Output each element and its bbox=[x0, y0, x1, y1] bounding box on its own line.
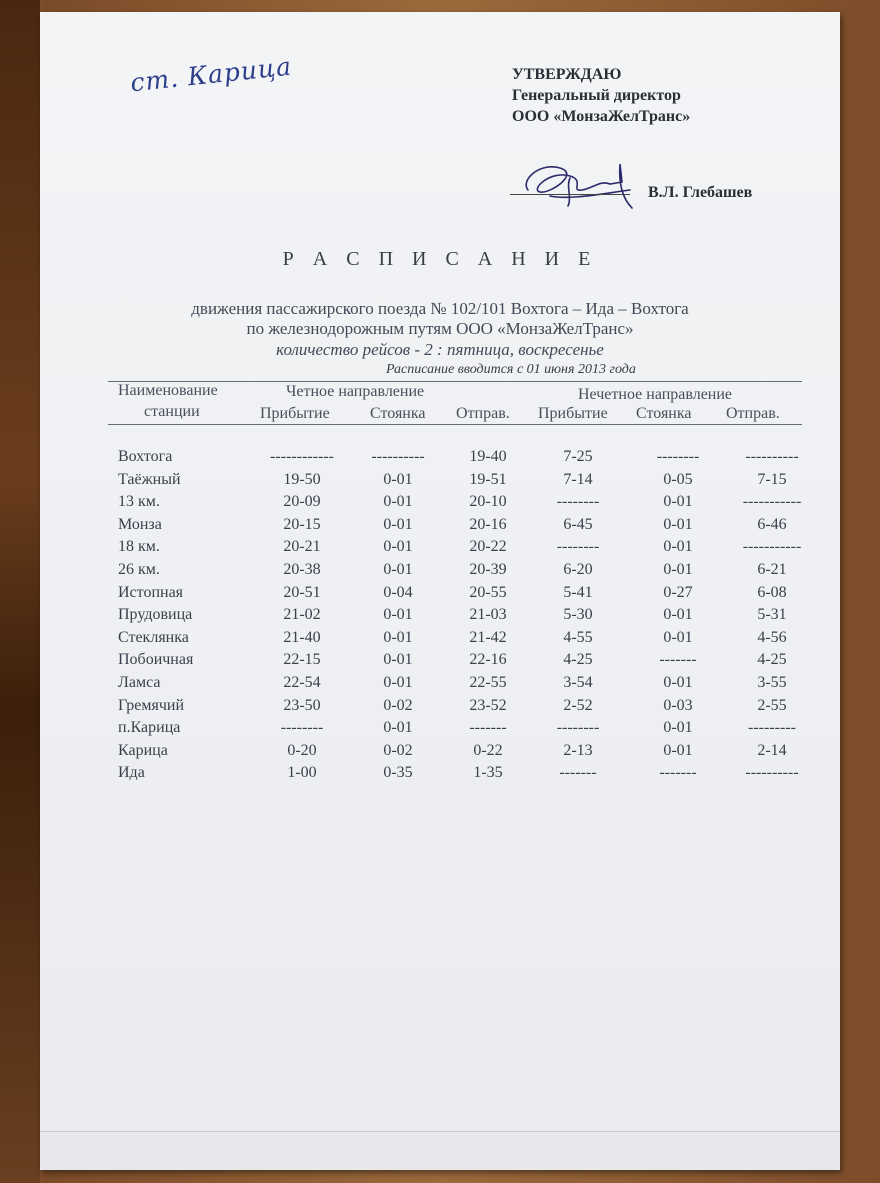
table-row bbox=[40, 471, 840, 493]
approval-company: ООО «МонзаЖелТранс» bbox=[512, 108, 691, 125]
cell-even-departure: 23-52 bbox=[469, 696, 507, 714]
cell-station-name: Карица bbox=[118, 741, 168, 759]
cell-odd-stop: 0-01 bbox=[663, 606, 693, 624]
cell-even-stop: 0-01 bbox=[383, 470, 413, 488]
cell-odd-departure: 3-55 bbox=[757, 674, 787, 691]
header-even-arrival: Прибытие bbox=[260, 405, 330, 422]
cell-even-arrival: 0-20 bbox=[287, 741, 317, 759]
table-row bbox=[40, 764, 840, 786]
cell-even-stop: 0-01 bbox=[383, 719, 413, 737]
cell-odd-arrival: 6-45 bbox=[563, 515, 593, 533]
signature-line bbox=[510, 194, 630, 195]
cell-odd-departure: 6-08 bbox=[757, 583, 787, 601]
cell-even-departure: 20-55 bbox=[469, 583, 507, 601]
cell-odd-departure: 6-46 bbox=[757, 515, 787, 533]
signature-icon bbox=[510, 150, 660, 220]
cell-odd-arrival: -------- bbox=[556, 538, 600, 556]
cell-station-name: Прудовица bbox=[118, 606, 193, 624]
cell-odd-arrival: ------- bbox=[559, 764, 597, 782]
cell-even-departure: 1-35 bbox=[473, 764, 503, 782]
cell-odd-departure: ----------- bbox=[742, 493, 802, 511]
cell-odd-stop: 0-01 bbox=[663, 628, 693, 646]
header-even-direction: Четное направление bbox=[286, 383, 425, 400]
cell-odd-stop: 0-03 bbox=[663, 696, 693, 714]
header-odd-arrival: Прибытие bbox=[538, 405, 608, 422]
cell-odd-stop: 0-27 bbox=[663, 583, 693, 601]
header-station-line2: станции bbox=[144, 403, 200, 420]
cell-even-departure: 20-22 bbox=[469, 538, 507, 556]
cell-even-stop: 0-01 bbox=[383, 561, 413, 578]
cell-even-stop: 0-01 bbox=[383, 628, 413, 646]
cell-even-arrival: 20-21 bbox=[283, 538, 321, 556]
subtitle-railway: по железнодорожным путям ООО «МонзаЖелТранс» bbox=[246, 319, 634, 338]
cell-even-arrival: -------- bbox=[280, 719, 324, 737]
cell-station-name: Гремячий bbox=[118, 696, 184, 714]
cell-odd-stop: 0-05 bbox=[663, 470, 693, 488]
cell-even-stop: 0-01 bbox=[383, 606, 413, 624]
cell-odd-arrival: 2-52 bbox=[563, 696, 593, 714]
cell-odd-departure: 7-15 bbox=[757, 470, 787, 488]
approval-title: УТВЕРЖДАЮ bbox=[512, 66, 622, 83]
table-row bbox=[40, 674, 840, 696]
cell-odd-stop: -------- bbox=[656, 448, 700, 465]
cell-odd-arrival: -------- bbox=[556, 719, 600, 737]
cell-even-stop: 0-02 bbox=[383, 696, 413, 714]
cell-odd-stop: 0-01 bbox=[663, 538, 693, 556]
cell-even-arrival: 1-00 bbox=[287, 764, 317, 782]
cell-even-stop: 0-01 bbox=[383, 651, 413, 669]
table-row bbox=[40, 516, 840, 538]
table-row bbox=[40, 651, 840, 673]
cell-station-name: 18 км. bbox=[118, 538, 160, 556]
cell-odd-arrival: 5-30 bbox=[563, 606, 593, 624]
cell-even-stop: 0-01 bbox=[383, 493, 413, 511]
handwritten-station-note: ст. Карица bbox=[128, 51, 294, 98]
cell-even-departure: 0-22 bbox=[473, 741, 503, 759]
cell-even-arrival: 21-02 bbox=[283, 606, 321, 624]
cell-station-name: Ида bbox=[118, 764, 145, 782]
cell-even-departure: 20-10 bbox=[469, 493, 507, 511]
cell-even-departure: 19-51 bbox=[469, 470, 507, 488]
cell-odd-stop: 0-01 bbox=[663, 493, 693, 511]
cell-even-departure: 20-16 bbox=[469, 515, 507, 533]
cell-odd-arrival: 7-14 bbox=[563, 470, 593, 488]
cell-odd-arrival: 7-25 bbox=[563, 448, 593, 465]
cell-even-departure: 21-03 bbox=[469, 606, 507, 624]
cell-even-stop: 0-01 bbox=[383, 515, 413, 533]
cell-even-arrival: 22-54 bbox=[283, 674, 321, 691]
cell-odd-arrival: 3-54 bbox=[563, 674, 593, 691]
cell-station-name: 26 км. bbox=[118, 561, 160, 578]
table-row bbox=[40, 584, 840, 606]
cell-even-arrival: ------------ bbox=[270, 448, 334, 465]
table-row bbox=[40, 742, 840, 764]
cell-odd-arrival: 5-41 bbox=[563, 583, 593, 601]
cell-odd-departure: 4-25 bbox=[757, 651, 787, 669]
cell-station-name: Побоичная bbox=[118, 651, 194, 669]
table-row bbox=[40, 538, 840, 560]
cell-even-arrival: 19-50 bbox=[283, 470, 321, 488]
cell-odd-stop: 0-01 bbox=[663, 741, 693, 759]
approval-block bbox=[512, 64, 690, 127]
cell-even-arrival: 20-38 bbox=[283, 561, 321, 578]
cell-odd-arrival: 6-20 bbox=[563, 561, 593, 578]
cell-even-arrival: 21-40 bbox=[283, 628, 321, 646]
cell-even-departure: 22-16 bbox=[469, 651, 507, 669]
approval-position: Генеральный директор bbox=[512, 87, 681, 104]
cell-odd-arrival: 4-25 bbox=[563, 651, 593, 669]
cell-even-stop: ---------- bbox=[371, 448, 425, 465]
cell-odd-arrival: 4-55 bbox=[563, 628, 593, 646]
cell-odd-departure: 4-56 bbox=[757, 628, 787, 646]
signer-name: В.Л. Глебашев bbox=[648, 184, 753, 201]
cell-odd-departure: 2-14 bbox=[757, 741, 787, 759]
cell-odd-arrival: -------- bbox=[556, 493, 600, 511]
table-row bbox=[40, 719, 840, 741]
cell-station-name: Ламса bbox=[118, 674, 161, 691]
cell-even-arrival: 20-09 bbox=[283, 493, 321, 511]
cell-odd-departure: 6-21 bbox=[757, 561, 787, 578]
header-odd-direction: Нечетное направление bbox=[578, 386, 733, 403]
cell-station-name: Стеклянка bbox=[118, 628, 189, 646]
header-even-departure: Отправ. bbox=[456, 405, 510, 422]
cell-station-name: 13 км. bbox=[118, 493, 160, 511]
cell-odd-departure: 2-55 bbox=[757, 696, 787, 714]
cell-even-departure: 22-55 bbox=[469, 674, 507, 691]
cell-even-departure: 21-42 bbox=[469, 628, 507, 646]
subtitle-trips: количество рейсов - 2 : пятница, воскресенье bbox=[276, 340, 604, 359]
cell-station-name: Вохтога bbox=[118, 448, 173, 465]
table-row bbox=[40, 629, 840, 651]
table-row bbox=[40, 493, 840, 515]
schedule-document bbox=[40, 12, 840, 1170]
cell-odd-stop: 0-01 bbox=[663, 515, 693, 533]
cell-station-name: Истопная bbox=[118, 583, 184, 601]
cell-even-stop: 0-35 bbox=[383, 764, 413, 782]
header-odd-stop: Стоянка bbox=[636, 405, 692, 422]
cell-even-departure: ------- bbox=[469, 719, 507, 737]
cell-odd-departure: 5-31 bbox=[757, 606, 787, 624]
cell-odd-stop: ------- bbox=[659, 651, 697, 669]
header-even-stop: Стоянка bbox=[370, 405, 426, 422]
cell-even-departure: 19-40 bbox=[469, 448, 507, 465]
table-row bbox=[40, 448, 840, 470]
subtitle-train: движения пассажирского поезда № 102/101 Вохтога – Ида – Вохтога bbox=[191, 299, 689, 318]
cell-station-name: Монза bbox=[118, 515, 162, 533]
table-row bbox=[40, 697, 840, 719]
cell-odd-departure: ---------- bbox=[745, 448, 799, 465]
effective-date: Расписание вводится с 01 июня 2013 года bbox=[386, 362, 636, 377]
cell-even-arrival: 23-50 bbox=[283, 696, 321, 714]
cell-even-arrival: 20-51 bbox=[283, 583, 321, 601]
paper-lower-edge bbox=[40, 1131, 840, 1170]
cell-odd-stop: 0-01 bbox=[663, 561, 693, 578]
cell-even-arrival: 22-15 bbox=[283, 651, 321, 669]
cell-even-stop: 0-01 bbox=[383, 538, 413, 556]
cell-station-name: п.Карица bbox=[118, 719, 181, 737]
cell-odd-stop: 0-01 bbox=[663, 674, 693, 691]
table-header-rule bbox=[108, 424, 802, 425]
cell-even-departure: 20-39 bbox=[469, 561, 507, 578]
cell-even-stop: 0-01 bbox=[383, 674, 413, 691]
document-title: Р А С П И С А Н И Е bbox=[282, 248, 598, 270]
cell-odd-stop: ------- bbox=[659, 764, 697, 782]
table-row bbox=[40, 561, 840, 583]
cell-odd-departure: --------- bbox=[748, 719, 796, 737]
header-station-line1: Наименование bbox=[118, 382, 218, 399]
cell-even-stop: 0-04 bbox=[383, 583, 413, 601]
desk-background bbox=[0, 0, 40, 1183]
cell-odd-stop: 0-01 bbox=[663, 719, 693, 737]
cell-even-arrival: 20-15 bbox=[283, 515, 321, 533]
header-odd-departure: Отправ. bbox=[726, 405, 780, 422]
cell-odd-arrival: 2-13 bbox=[563, 741, 593, 759]
cell-station-name: Таёжный bbox=[118, 470, 181, 488]
cell-odd-departure: ---------- bbox=[745, 764, 799, 782]
cell-odd-departure: ----------- bbox=[742, 538, 802, 556]
cell-even-stop: 0-02 bbox=[383, 741, 413, 759]
table-row bbox=[40, 606, 840, 628]
